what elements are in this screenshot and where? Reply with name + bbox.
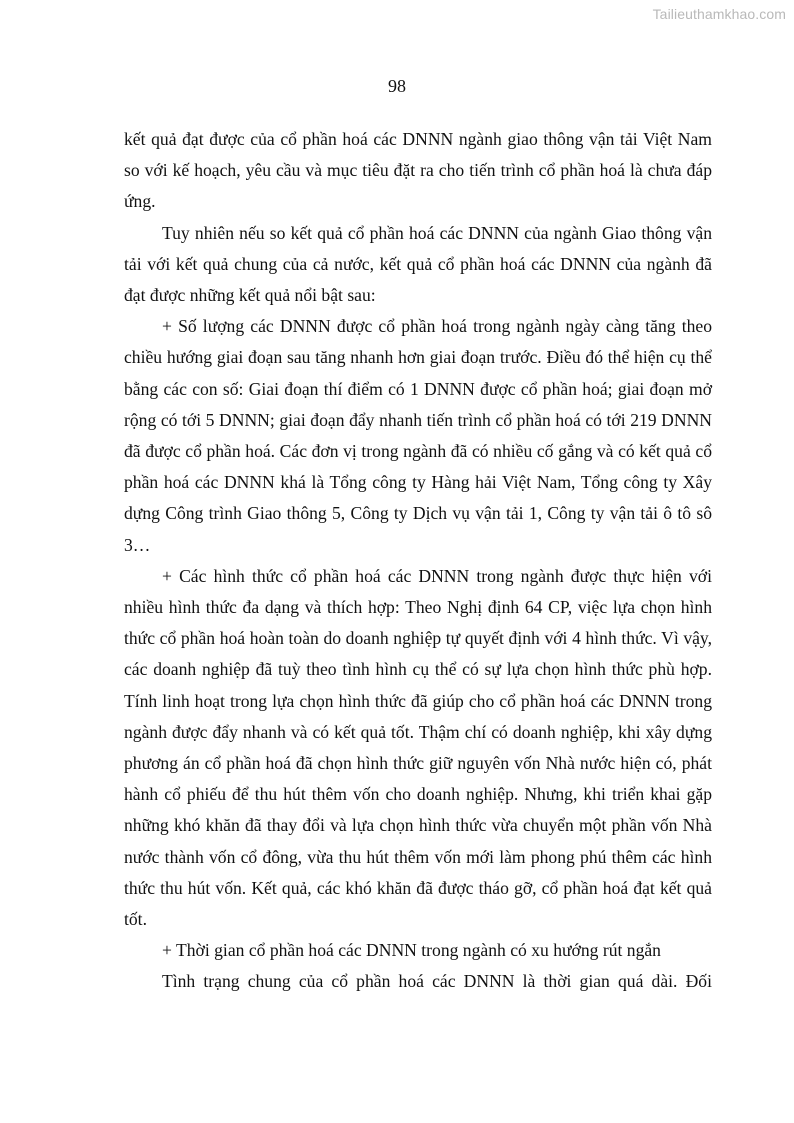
paragraph-forms-of-equitization: + Các hình thức cổ phần hoá các DNNN trong ngành được thực hiện với nhiều hình thức đa dạng và thích hợp: Theo Nghị định 64 CP, việc lựa chọn hình thức cổ phần hoá hoàn toàn do doanh nghiệp tự quyết định với 4 hình thức. Vì vậy, các doanh nghiệp đã tuỳ theo tình hình cụ thể có sự lựa chọn hình thức phù hợp. Tính linh hoạt trong lựa chọn hình thức đã giúp cho cổ phần hoá các DNNN trong ngành được đẩy nhanh và có kết quả tốt. Thậm chí có doanh nghiệp, khi xây dựng phương án cổ phần hoá đã chọn hình thức giữ nguyên vốn Nhà nước hiện có, phát hành cổ phiếu để thu hút thêm vốn cho doanh nghiệp. Nhưng, khi triển khai gặp những khó khăn đã thay đổi và lựa chọn hình thức vừa chuyển một phần vốn Nhà nước thành vốn cổ đông, vừa thu hút thêm vốn mới làm phong phú thêm các hình thức thu hút vốn. Kết quả, các khó khăn đã được tháo gỡ, cổ phần hoá đạt kết quả tốt. <box>124 565 712 930</box>
page-number: 98 <box>388 76 406 96</box>
paragraph-continuation: kết quả đạt được của cổ phần hoá các DNNN ngành giao thông vận tải Việt Nam so với kế hoạch, yêu cầu và mục tiêu đặt ra cho tiến trình cổ phần hoá là chưa đáp ứng. <box>124 129 712 212</box>
paragraph-general-situation: Tình trạng chung của cổ phần hoá các DNNN là thời gian quá dài. Đối <box>162 971 712 992</box>
document-body <box>124 124 712 998</box>
paragraph-number-of-enterprises: + Số lượng các DNNN được cổ phần hoá trong ngành ngày càng tăng theo chiều hướng giai đoạn sau tăng nhanh hơn giai đoạn trước. Điều đó thể hiện cụ thể bằng các con số: Giai đoạn thí điểm có 1 DNNN được cổ phần hoá; giai đoạn mở rộng có tới 5 DNNN; giai đoạn đẩy nhanh tiến trình cổ phần hoá có tới 219 DNNN đã được cổ phần hoá. Các đơn vị trong ngành đã có nhiều cố gắng và có kết quả cổ phần hoá các DNNN khá là Tổng công ty Hàng hải Việt Nam, Tổng công ty Xây dựng Công trình Giao thông 5, Công ty Dịch vụ vận tải 1, Công ty vận tải ô tô sô 3… <box>124 316 712 555</box>
paragraph-comparison-intro: Tuy nhiên nếu so kết quả cổ phần hoá các DNNN của ngành Giao thông vận tải với kết quả chung của cả nước, kết quả cổ phần hoá các DNNN của ngành đã đạt được những kết quả nổi bật sau: <box>124 222 712 306</box>
watermark: Tailieuthamkhao.com <box>652 6 786 22</box>
paragraph-time-heading: + Thời gian cổ phần hoá các DNNN trong ngành có xu hướng rút ngắn <box>162 940 661 961</box>
